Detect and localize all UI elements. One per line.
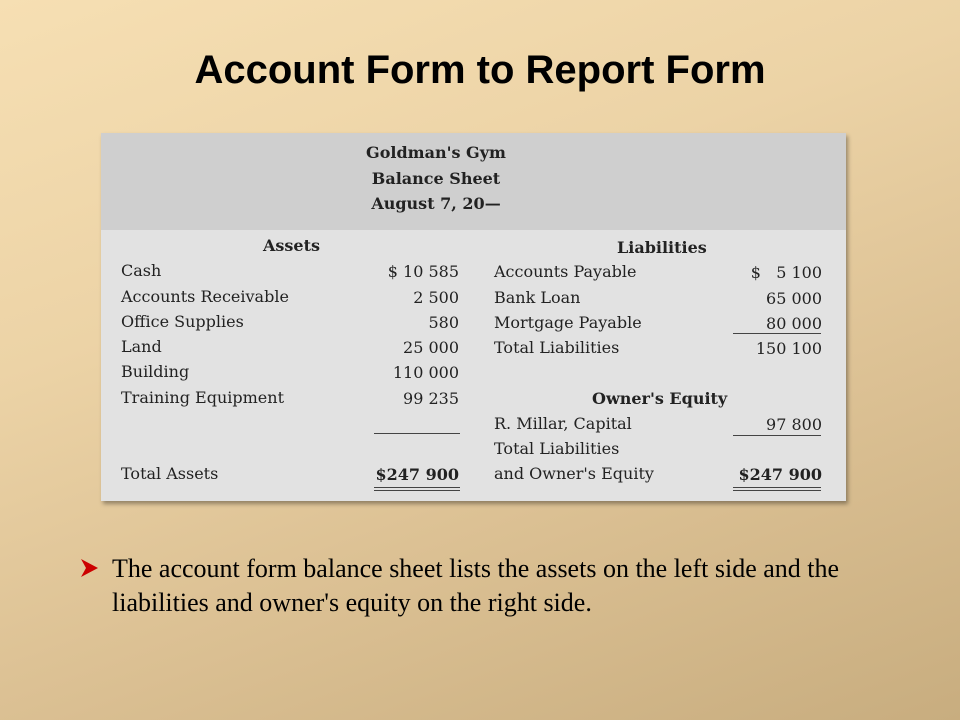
total-assets-label: Total Assets [121, 464, 219, 483]
asset-amount: $ 10 585 [387, 262, 459, 281]
company-name: Goldman's Gym [366, 143, 506, 162]
asset-amount: 580 [428, 313, 459, 332]
liability-amount: $ 5 100 [750, 263, 822, 282]
asset-label: Cash [121, 261, 162, 280]
total-assets-double-rule [374, 487, 460, 491]
statement-name: Balance Sheet [371, 169, 501, 188]
liability-label: Mortgage Payable [494, 313, 642, 332]
asset-label: Land [121, 337, 162, 356]
statement-date: August 7, 20— [371, 194, 501, 213]
asset-label: Building [121, 362, 190, 381]
asset-label: Training Equipment [121, 388, 284, 407]
capital-label: R. Millar, Capital [494, 414, 632, 433]
assets-subtotal-rule [374, 433, 460, 434]
liability-label: Total Liabilities [494, 338, 620, 357]
asset-amount: 25 000 [403, 338, 459, 357]
total-le-amount: $247 900 [738, 465, 822, 484]
liability-amount: 80 000 [766, 314, 822, 333]
liability-amount: 150 100 [755, 339, 822, 358]
liabilities-heading: Liabilities [617, 238, 707, 257]
asset-label: Accounts Receivable [121, 287, 289, 306]
slide-title: Account Form to Report Form [194, 48, 766, 92]
asset-label: Office Supplies [121, 312, 244, 331]
owners-equity-heading: Owner's Equity [592, 389, 728, 408]
total-le-label-line2: and Owner's Equity [494, 464, 654, 483]
asset-amount: 99 235 [403, 389, 459, 408]
asset-amount: 110 000 [392, 363, 459, 382]
arrow-bullet-icon [78, 557, 100, 579]
capital-amount: 97 800 [766, 415, 822, 434]
liability-label: Bank Loan [494, 288, 581, 307]
assets-heading: Assets [263, 236, 321, 255]
liability-label: Accounts Payable [494, 262, 637, 281]
balance-sheet-image [101, 133, 846, 501]
equity-subtotal-rule [733, 435, 821, 436]
liability-amount: 65 000 [766, 289, 822, 308]
liabilities-subtotal-rule [733, 333, 821, 334]
total-assets-amount: $247 900 [375, 465, 459, 484]
bullet-text: The account form balance sheet lists the assets on the left side and the liabilities and owner's equity on the right side. [112, 554, 840, 617]
asset-amount: 2 500 [413, 288, 459, 307]
total-le-label-line1: Total Liabilities [494, 439, 620, 458]
total-le-double-rule [733, 487, 821, 491]
balance-sheet-header [101, 133, 846, 230]
